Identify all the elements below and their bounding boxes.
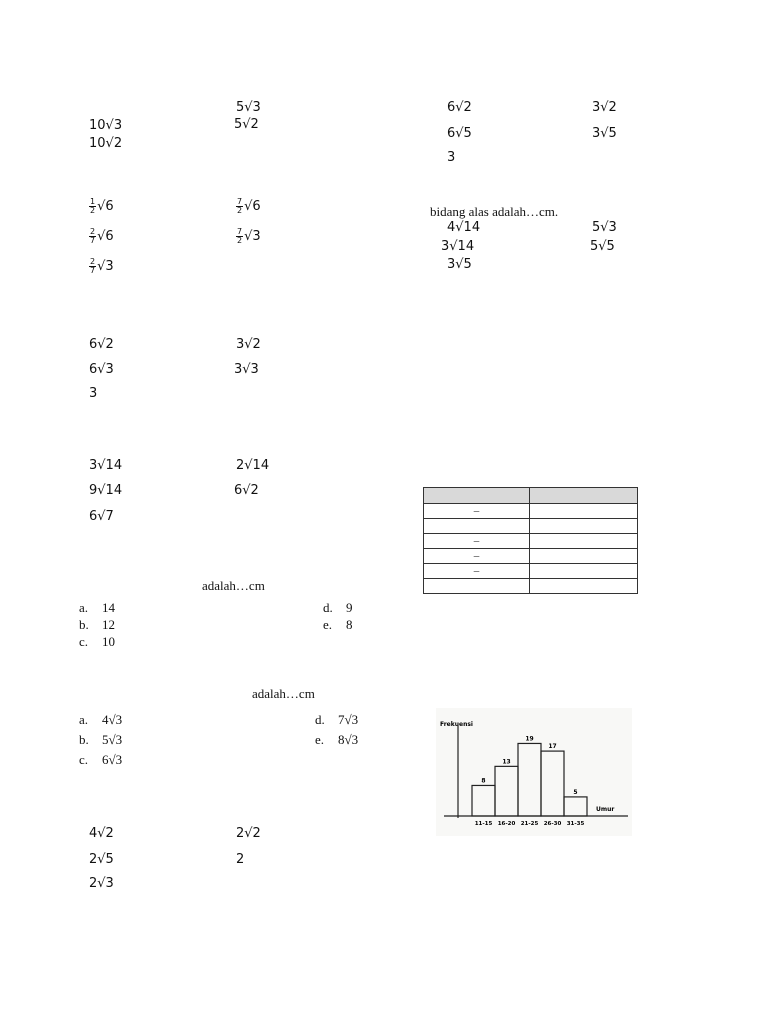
table-cell	[530, 504, 638, 519]
q4-option-d: 6√2	[234, 483, 259, 498]
r2-option-b: 5√3	[592, 220, 617, 235]
r1-option-e: 3	[447, 150, 456, 165]
table-cell: –	[424, 549, 530, 564]
q6-option-b-value: 5√3	[102, 732, 123, 747]
q3-option-c: 6√3	[89, 362, 114, 377]
r2-option-e: 3√5	[447, 257, 472, 272]
q5-option-d-value: 9	[346, 600, 353, 615]
q5-option-c-letter: c.	[79, 634, 89, 649]
q5-option-e-value: 8	[346, 617, 353, 632]
q1-option-3: 5√2	[234, 117, 259, 132]
bar-value-label: 17	[548, 743, 557, 751]
table-cell: –	[424, 534, 530, 549]
x-axis-label: Umur	[596, 806, 615, 813]
r1-option-b: 3√2	[592, 100, 617, 115]
q2-e-fraction: $\frac{2}{7}$	[90, 257, 96, 275]
q1-option-1: 5√3	[236, 100, 261, 115]
q5-option-b-letter: b.	[79, 617, 89, 632]
q1-option-4: 10√2	[89, 136, 123, 151]
r1-option-d: 3√5	[592, 126, 617, 141]
age-frequency-histogram	[436, 708, 632, 836]
table-row	[424, 579, 638, 594]
q6-option-d-value: 7√3	[338, 712, 359, 727]
q2-option-c: $\frac{2}{7}$ √6	[90, 227, 114, 245]
table-cell	[424, 579, 530, 594]
q3-option-b: 3√2	[236, 337, 261, 352]
q3-option-e: 3	[89, 386, 98, 401]
r2-option-c: 3√14	[441, 239, 475, 254]
q5-option-e-letter: e.	[323, 617, 333, 632]
q6-option-b-letter: b.	[79, 732, 89, 747]
q2-option-a: $\frac{1}{2}$ √6	[90, 197, 114, 215]
r2-stem: bidang alas adalah…cm.	[430, 204, 559, 219]
x-tick-label: 31-35	[566, 821, 585, 827]
table-cell	[530, 579, 638, 594]
q2-a-fraction: $\frac{1}{2}$	[90, 197, 96, 215]
q2-option-b: $\frac{7}{2}$ √6	[237, 197, 261, 215]
q3-option-d: 3√3	[234, 362, 259, 377]
q7-option-e: 2√3	[89, 876, 114, 891]
q5-option-b-value: 12	[102, 617, 115, 632]
r2-option-a: 4√14	[447, 220, 481, 235]
x-tick-label: 16-20	[497, 821, 516, 827]
bar-value-label: 8	[481, 777, 486, 785]
table-cell	[424, 519, 530, 534]
q2-option-e: $\frac{2}{7}$ √3	[90, 257, 114, 275]
q7-option-b: 2√2	[236, 826, 261, 841]
r2-option-d: 5√5	[590, 239, 615, 254]
q7-option-c: 2√5	[89, 852, 114, 867]
q5-option-a-letter: a.	[79, 600, 89, 615]
r1-option-a: 6√2	[447, 100, 472, 115]
q7-option-a: 4√2	[89, 826, 114, 841]
table-row	[424, 519, 638, 534]
q6-option-c-value: 6√3	[102, 752, 123, 767]
table-cell	[530, 534, 638, 549]
q6-option-e-letter: e.	[315, 732, 325, 747]
q3-option-a: 6√2	[89, 337, 114, 352]
q5-option-a-value: 14	[102, 600, 115, 615]
table-row	[424, 549, 638, 564]
q2-option-d: $\frac{7}{2}$ √3	[237, 227, 261, 245]
q1-option-2: 10√3	[89, 118, 123, 133]
table-row	[424, 504, 638, 519]
q6-option-d-letter: d.	[315, 712, 325, 727]
x-tick-label: 26-30	[543, 821, 562, 827]
table-cell	[530, 549, 638, 564]
bar-value-label: 19	[525, 735, 534, 743]
q4-option-e: 6√7	[89, 509, 114, 524]
q6-option-a-letter: a.	[79, 712, 89, 727]
table-cell	[530, 519, 638, 534]
frequency-table	[423, 487, 638, 594]
q5-option-c-value: 10	[102, 634, 115, 649]
q6-option-a-value: 4√3	[102, 712, 123, 727]
table-header-cell	[530, 488, 638, 504]
table-cell	[530, 564, 638, 579]
q6-option-c-letter: c.	[79, 752, 89, 767]
table-header-cell	[424, 488, 530, 504]
q6-stem: adalah…cm	[252, 686, 315, 701]
q2-d-fraction: $\frac{7}{2}$	[237, 227, 243, 245]
q6-option-e-value: 8√3	[338, 732, 359, 747]
q4-option-a: 3√14	[89, 458, 123, 473]
table-row	[424, 534, 638, 549]
q4-option-c: 9√14	[89, 483, 123, 498]
x-tick-label: 21-25	[520, 821, 539, 827]
q5-option-d-letter: d.	[323, 600, 333, 615]
q2-c-fraction: $\frac{2}{7}$	[90, 227, 96, 245]
q4-option-b: 2√14	[236, 458, 270, 473]
table-header-row	[424, 488, 638, 504]
r1-option-c: 6√5	[447, 126, 472, 141]
q7-option-d: 2	[236, 852, 245, 867]
bar-value-label: 13	[502, 758, 511, 766]
table-row	[424, 564, 638, 579]
table-cell: –	[424, 504, 530, 519]
y-axis-label: Frekuensi	[440, 721, 473, 728]
q2-b-fraction: $\frac{7}{2}$	[237, 197, 243, 215]
x-tick-label: 11-15	[474, 821, 493, 827]
q5-stem: adalah…cm	[202, 578, 265, 593]
bar-value-label: 5	[573, 788, 578, 796]
table-cell: –	[424, 564, 530, 579]
